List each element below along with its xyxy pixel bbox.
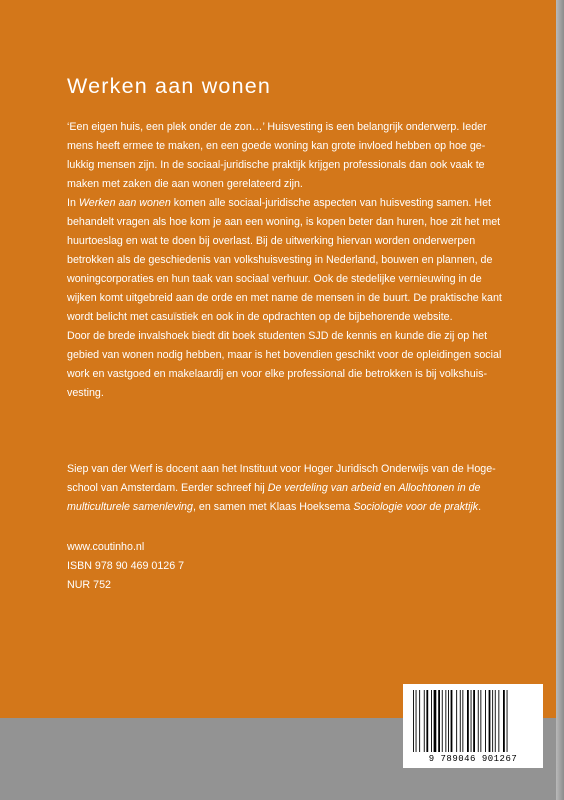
barcode-bar	[489, 690, 491, 752]
description-line: huurtoeslag en wat te doen bij overlast. Bij de uitwerking hiervan worden onderwerpen	[67, 235, 476, 247]
barcode-bar	[451, 690, 453, 752]
barcode-bar	[445, 690, 446, 752]
description-text	[67, 118, 502, 403]
isbn: ISBN 978 90 469 0126 7	[67, 560, 185, 572]
description-line: mens heeft ermee te maken, en een goede woning kan grote invloed hebben op hoe ge-	[67, 140, 486, 152]
barcode-bar	[492, 690, 493, 752]
description-line: wijken komt uitgebreid aan de orde en met name de mensen in de buurt. De praktische kant	[67, 292, 502, 304]
barcode-bar	[485, 690, 486, 752]
barcode-bar	[434, 690, 437, 752]
barcode-bar	[416, 690, 417, 752]
description-line: behandelt vragen als hoe kom je aan een woning, is kopen beter dan huren, hoe zit het met	[67, 216, 501, 228]
description-line: maken met zaken die aan wonen gerelateerd zijn.	[67, 178, 303, 190]
barcode-bar	[462, 690, 463, 752]
description-line: Door de brede invalshoek biedt dit boek studenten SJD de kennis en kunde die zij op het	[67, 330, 488, 342]
barcode-bar	[438, 690, 440, 752]
description-line: vesting.	[67, 387, 104, 399]
barcode	[403, 684, 543, 768]
book-title: Werken aan wonen	[67, 74, 272, 98]
author-bio-line: multiculturele samenleving, en samen met Klaas Hoeksema Sociologie voor de praktijk.	[67, 501, 482, 513]
barcode-bar	[431, 690, 432, 752]
description-line: woningcorporaties en hun taak van sociaal verhuur. Ook de stedelijke vernieuwing in de	[67, 273, 482, 285]
barcode-bars	[409, 690, 537, 752]
barcode-bar	[448, 690, 449, 752]
barcode-bar	[498, 690, 499, 752]
description-line: work en vastgoed en makelaardij en voor elke professional die betrokken is bij volkshuis-	[67, 368, 488, 380]
barcode-number: 9 789046 901267	[428, 754, 518, 764]
description-line: gebied van wonen nodig hebben, maar is het bovendien geschikt voor de opleidingen social	[67, 349, 502, 361]
barcode-bar	[507, 690, 508, 752]
description-line: betrokken als de geschiedenis van volkshuisvesting in Nederland, bouwen en plannen, de	[67, 254, 493, 266]
description-line: ‘Een eigen huis, een plek onder de zon…’ Huisvesting is een belangrijk onderwerp. Ieder	[67, 121, 487, 133]
author-bio-line: school van Amsterdam. Eerder schreef hij De verdeling van arbeid en Allochtonen in de	[67, 482, 481, 494]
barcode-bar	[460, 690, 461, 752]
barcode-bar	[419, 690, 420, 752]
barcode-bar	[473, 690, 475, 752]
description-line: wordt belicht met casuïstiek en ook in de opdrachten op de bijbehorende website.	[67, 311, 453, 323]
publisher-url: www.coutinho.nl	[67, 541, 145, 553]
description-line: In Werken aan wonen komen alle sociaal-juridische aspecten van huisvesting samen. Het	[67, 197, 491, 209]
barcode-bar	[413, 690, 414, 752]
description-line: lukkig mensen zijn. In de sociaal-juridische praktijk krijgen professionals dan ook vaak te	[67, 159, 485, 171]
barcode-bar	[480, 690, 481, 752]
author-bio-line: Siep van der Werf is docent aan het Instituut voor Hoger Juridisch Onderwijs van de Hoge-	[67, 463, 496, 475]
barcode-bar	[478, 690, 479, 752]
page-edge-shadow	[556, 0, 564, 800]
barcode-bar	[495, 690, 496, 752]
barcode-bar	[471, 690, 472, 752]
author-bio	[67, 460, 496, 517]
barcode-bar	[456, 690, 457, 752]
nur-code: NUR 752	[67, 579, 111, 591]
barcode-bar	[426, 690, 428, 752]
publication-info	[67, 538, 496, 595]
barcode-bar	[467, 690, 469, 752]
barcode-bar	[424, 690, 425, 752]
barcode-bar	[442, 690, 443, 752]
barcode-bar	[503, 690, 505, 752]
